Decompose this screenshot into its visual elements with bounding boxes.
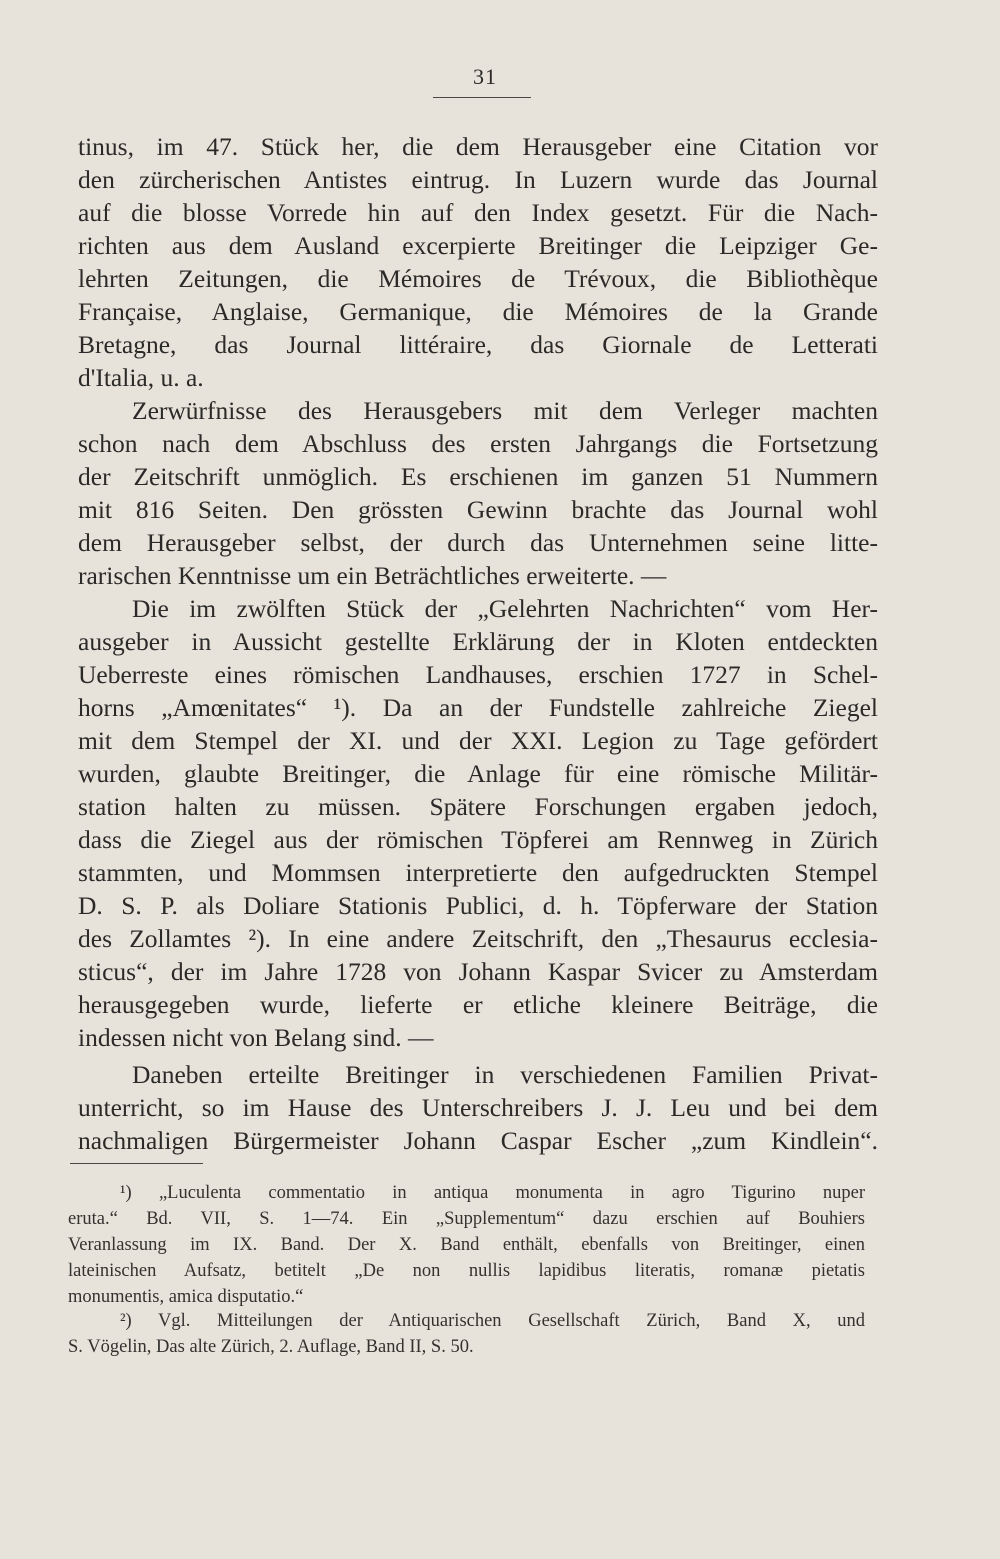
body-line: lehrten Zeitungen, die Mémoires de Trévoux, die Bibliothèque (78, 264, 878, 293)
page-number-rule (433, 97, 531, 98)
body-line: des Zollamtes ²). In eine andere Zeitschrift, den „Thesaurus ecclesia- (78, 924, 878, 953)
body-line: nachmaligen Bürgermeister Johann Caspar Escher „zum Kindlein“. (78, 1126, 878, 1155)
body-line: schon nach dem Abschluss des ersten Jahrgangs die Fortsetzung (78, 429, 878, 458)
footnote-rule (70, 1163, 203, 1164)
body-line: mit dem Stempel der XI. und der XXI. Legion zu Tage gefördert (78, 726, 878, 755)
body-line: horns „Amœnitates“ ¹). Da an der Fundstelle zahlreiche Ziegel (78, 693, 878, 722)
body-line: d'Italia, u. a. (78, 363, 204, 392)
body-line: D. S. P. als Doliare Stationis Publici, d. h. Töpferware der Station (78, 891, 878, 920)
body-line: Ueberreste eines römischen Landhauses, erschien 1727 in Schel- (78, 660, 878, 689)
body-line: sticus“, der im Jahre 1728 von Johann Kaspar Svicer zu Amsterdam (78, 957, 878, 986)
footnote-line: eruta.“ Bd. VII, S. 1—74. Ein „Supplementum“ dazu erschien auf Bouhiers (68, 1209, 865, 1229)
body-line: wurden, glaubte Breitinger, die Anlage für eine römische Militär- (78, 759, 878, 788)
body-line: mit 816 Seiten. Den grössten Gewinn brachte das Journal wohl (78, 495, 878, 524)
paragraph-first-line: Daneben erteilte Breitinger in verschiedenen Familien Privat- (132, 1060, 878, 1089)
body-line: richten aus dem Ausland excerpierte Breitinger die Leipziger Ge- (78, 231, 878, 260)
body-line: dass die Ziegel aus der römischen Töpferei am Rennweg in Zürich (78, 825, 878, 854)
footnote-line: Veranlassung im IX. Band. Der X. Band enthält, ebenfalls von Breitinger, einen (68, 1235, 865, 1255)
footnote-line: lateinischen Aufsatz, betitelt „De non nullis lapidibus literatis, romanæ pietatis (68, 1261, 865, 1281)
body-line: Bretagne, das Journal littéraire, das Giornale de Letterati (78, 330, 878, 359)
body-line: Française, Anglaise, Germanique, die Mémoires de la Grande (78, 297, 878, 326)
body-line: stammten, und Mommsen interpretierte den aufgedruckten Stempel (78, 858, 878, 887)
body-line: herausgegeben wurde, lieferte er etliche kleinere Beiträge, die (78, 990, 878, 1019)
body-line: der Zeitschrift unmöglich. Es erschienen im ganzen 51 Nummern (78, 462, 878, 491)
paragraph-first-line: Die im zwölften Stück der „Gelehrten Nachrichten“ vom Her- (132, 594, 878, 623)
body-line: ausgeber in Aussicht gestellte Erklärung der in Kloten entdeckten (78, 627, 878, 656)
body-line: rarischen Kenntnisse um ein Beträchtliches erweiterte. — (78, 561, 667, 590)
body-line: unterricht, so im Hause des Unterschreibers J. J. Leu und bei dem (78, 1093, 878, 1122)
paragraph-first-line: Zerwürfnisse des Herausgebers mit dem Verleger machten (132, 396, 878, 425)
body-line: station halten zu müssen. Spätere Forschungen ergaben jedoch, (78, 792, 878, 821)
page-number: 31 (473, 64, 497, 89)
body-line: tinus, im 47. Stück her, die dem Herausgeber eine Citation vor (78, 132, 878, 161)
body-line: den zürcherischen Antistes eintrug. In Luzern wurde das Journal (78, 165, 878, 194)
body-line: auf die blosse Vorrede hin auf den Index gesetzt. Für die Nach- (78, 198, 878, 227)
footnote-line: S. Vögelin, Das alte Zürich, 2. Auflage, Band II, S. 50. (68, 1337, 474, 1357)
footnote-line: monumentis, amica disputatio.“ (68, 1287, 304, 1307)
footnote-line: ¹) „Luculenta commentatio in antiqua monumenta in agro Tigurino nuper (120, 1183, 865, 1203)
body-line: indessen nicht von Belang sind. — (78, 1023, 434, 1052)
footnote-line: ²) Vgl. Mitteilungen der Antiquarischen Gesellschaft Zürich, Band X, und (120, 1311, 865, 1331)
body-line: dem Herausgeber selbst, der durch das Unternehmen seine litte- (78, 528, 878, 557)
